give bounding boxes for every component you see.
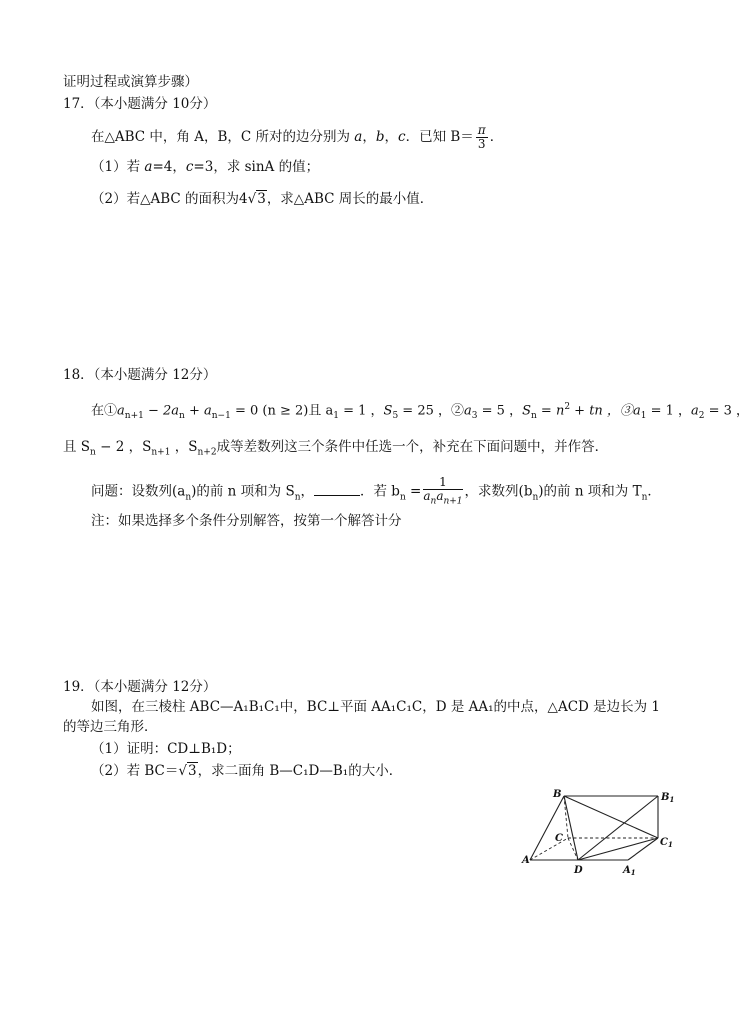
q17-p1-c: c [185,159,194,175]
q18-rec-a2: + a [184,403,212,419]
q18-c3-a2-val: = 3 ， [704,403,749,419]
q18-note: 注：如果选择多个条件分别解答，按第一个解答计分 [91,513,402,529]
q18-rec-a: a [117,403,125,419]
q18-s5-val: = 25 ，② [398,403,465,419]
prism-figure [522,788,682,880]
q18-cond1-label: 在① [91,403,118,419]
q17-frac-num: π [477,123,486,137]
q17-p1-eq1: =4， [152,159,186,175]
q17-part2: （2）若△ABC 的面积为4√3，求△ABC 周长的最小值． [91,191,434,207]
label-c: C [555,833,563,844]
q18-line2: 且 $S_n - 2$ ，$S_{n+1}$ ，$S_{n+2}$成等差数列这三个条件中任选一个，补充在下面问题中，并作答． [63,439,609,458]
q18-rec-2a: − 2a [143,403,180,419]
edge-bc-hidden [564,796,568,838]
q18-sn-val2: + tn ，③ [570,403,633,419]
q18-l3-rest2: )的前 n 项和为 T [538,483,642,500]
q17-fraction [476,124,488,151]
q18-l3-after: ， [300,483,315,500]
q19-p2-rest: ，求二面角 B—C₁D—B₁的大小． [197,763,403,779]
q18-l3-end: ． [647,483,661,500]
q18-l2-pre: 且 S [63,439,91,455]
q18-l3-if: ．若 b [360,483,400,500]
q19-p2-root: 3 [188,763,197,779]
q17-p2-pre: （2）若△ABC 的面积为 [91,191,240,207]
edge-bc1 [564,796,658,838]
q18-a3: a [464,403,472,419]
q18-line3: 问题：设数列$(a_n)$的前 n 项和为 $S_n$， ．若 $b_n$ = $\frac{1}{a_na_{n+1}}$ ，求数列$(b_n)$的前 n 项和为 $T_n$． [91,475,661,507]
q19-part1: （1）证明：CD⊥B₁D； [91,741,241,757]
q18-c3-a1-val: = 1 ， [646,403,691,419]
label-a1: $A_1$ [623,865,636,877]
q18-frac-den-a: a [423,489,431,503]
q17-title: 17．（本小题满分 10分） [63,96,217,112]
label-b: B [553,789,562,800]
q18-frac-den: $a_na_{n+1}$ [423,489,463,507]
q18-l2-c: ，S [170,439,198,455]
q17-p2-coef: 4 [239,191,248,207]
q18-fraction [423,476,462,508]
q17-var-c: c [398,129,406,145]
q19-part2: （2）若 BC＝√3，求二面角 B—C₁D—B₁的大小． [91,763,403,779]
q17-p1-rest: =3，求 sinA 的值； [193,159,320,175]
q17-p2-rest: ，求△ABC 周长的最小值． [266,191,434,207]
edge-bd [564,796,578,860]
q18-answer-blank [314,483,360,496]
q17-stem-mid: ．已知 B＝ [405,129,474,145]
q18-l3-mid: )的前 n 项和为 S [191,483,295,500]
q17-var-b: b [375,129,385,145]
label-d: D [574,865,583,876]
q17-p1-a: a [144,159,153,175]
q19-line1: 如图，在三棱柱 ABC—A₁B₁C₁中，BC⊥平面 AA₁C₁C，D 是 AA₁的中点，△ACD 是边长为 1 [91,699,661,715]
q19-line2: 的等边三角形． [63,719,158,735]
q18-c3-a2: a [691,403,699,419]
edge-dc1 [578,838,658,860]
label-c1: $C_1$ [660,837,673,849]
q17-p2-root: 3 [257,191,266,207]
q17-part1 [91,158,319,176]
q18-l3-rest: ，求数列(b [464,483,533,500]
q18-s5: S [383,403,393,419]
q18-line1: 在$①a_{n+1} - 2a_n + a_{n-1} = 0$ (n ≥ 2)且 $a_1 = 1$ ，$S_5 = 25$ ，$②a_3 = 5$ ，$S_n = n^2$ + tn ，$③a_1 = 1$ ，$a_2 = 3$ ， [91,402,749,421]
q18-a1-val: = 1 ， [338,403,384,419]
q18-sn: S [522,403,531,419]
q18-sn-val: = n [536,403,565,419]
q19-p2-pre: （2）若 BC＝ [91,763,179,779]
q18-title: 18．（本小题满分 12分） [63,367,217,383]
q18-rec-end: = 0 (n ≥ 2)且 a [230,403,334,419]
header-text: 证明过程或演算步骤） [63,74,198,90]
edge-cd-hidden [568,838,578,860]
q18-c3-a1: a [632,403,641,419]
q18-l3-eq: = [405,483,422,500]
q18-l3-pre: 问题：设数列(a [91,483,186,500]
q18-a3-val: = 5 ， [477,403,523,419]
edge-a1c1 [628,838,658,860]
q17-stem: 在△ABC 中，角 A，B，C 所对的边分别为 a，b，c．已知 B＝ $\frac{\pi}{3}$ ． [91,123,504,151]
label-b1: $B_1$ [661,792,675,804]
q18-frac-num: 1 [423,476,462,490]
q17-stem-end: ． [489,129,504,145]
q17-stem-pre: 在△ABC 中，角 A，B，C 所对的边分别为 [91,129,355,145]
q18-l2-m2: − 2 ，S [95,439,152,455]
q18-l2-rest: 成等差数列这三个条件中任选一个，补充在下面问题中，并作答． [216,439,609,455]
label-a: A [522,855,530,866]
q19-title: 19．（本小题满分 12分） [63,679,217,695]
edge-b1d [578,796,658,860]
q17-var-a: a [354,129,363,145]
edge-ba [530,796,564,860]
q17-p1-pre: （1）若 [91,159,145,175]
q17-frac-den: 3 [477,137,486,151]
